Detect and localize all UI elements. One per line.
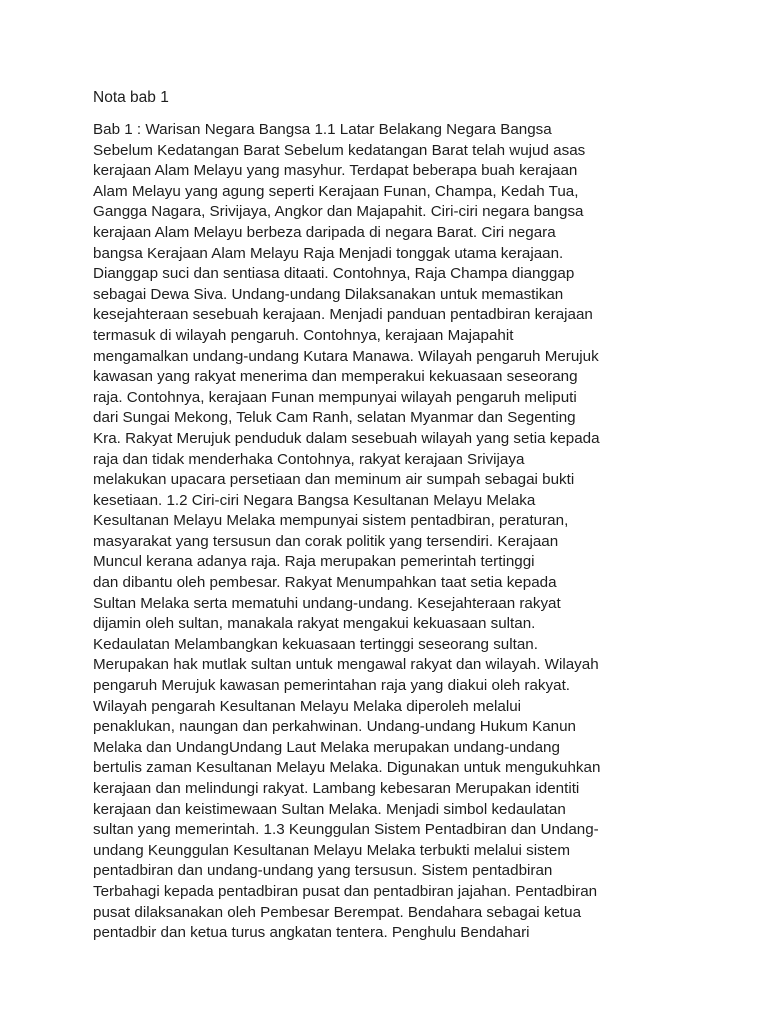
text-line: Sebelum Kedatangan Barat Sebelum kedatangan Barat telah wujud asas xyxy=(93,141,586,159)
text-line: penaklukan, naungan dan perkahwinan. Undang-undang Hukum Kanun xyxy=(93,718,576,736)
text-line: kerajaan Alam Melayu yang masyhur. Terdapat beberapa buah kerajaan xyxy=(93,162,578,180)
text-line: kerajaan dan keistimewaan Sultan Melaka. Menjadi simbol kedaulatan xyxy=(93,800,566,818)
text-line: raja. Contohnya, kerajaan Funan mempunyai wilayah pengaruh meliputi xyxy=(93,388,577,406)
text-line: sultan yang memerintah. 1.3 Keunggulan Sistem Pentadbiran dan Undang- xyxy=(93,821,599,839)
text-line: pusat dilaksanakan oleh Pembesar Berempat. Bendahara sebagai ketua xyxy=(93,903,582,921)
text-line: Muncul kerana adanya raja. Raja merupakan pemerintah tertinggi xyxy=(93,553,535,571)
text-line: dijamin oleh sultan, manakala rakyat mengakui kekuasaan sultan. xyxy=(93,615,536,633)
text-line: Sultan Melaka serta mematuhi undang-undang. Kesejahteraan rakyat xyxy=(93,594,561,612)
text-line: melakukan upacara persetiaan dan meminum air sumpah sebagai bukti xyxy=(93,471,575,489)
document-body-text xyxy=(93,120,693,944)
text-line: kesetiaan. 1.2 Ciri-ciri Negara Bangsa Kesultanan Melayu Melaka xyxy=(93,491,536,509)
text-line: Kesultanan Melayu Melaka mempunyai sistem pentadbiran, peraturan, xyxy=(93,512,569,530)
text-line: Dianggap suci dan sentiasa ditaati. Contohnya, Raja Champa dianggap xyxy=(93,265,575,283)
text-line: Kra. Rakyat Merujuk penduduk dalam sesebuah wilayah yang setia kepada xyxy=(93,429,600,447)
text-line: Merupakan hak mutlak sultan untuk mengawal rakyat dan wilayah. Wilayah xyxy=(93,656,599,674)
text-line: bangsa Kerajaan Alam Melayu Raja Menjadi tonggak utama kerajaan. xyxy=(93,244,564,262)
text-line: pentadbir dan ketua turus angkatan tentera. Penghulu Bendahari xyxy=(93,924,530,942)
text-line: dari Sungai Mekong, Teluk Cam Ranh, selatan Myanmar dan Segenting xyxy=(93,409,576,427)
text-line: bertulis zaman Kesultanan Melayu Melaka. Digunakan untuk mengukuhkan xyxy=(93,759,601,777)
text-line: kawasan yang rakyat menerima dan memperakui kekuasaan seseorang xyxy=(93,368,578,386)
text-line: masyarakat yang tersusun dan corak politik yang tersendiri. Kerajaan xyxy=(93,532,559,550)
text-line: undang Keunggulan Kesultanan Melayu Melaka terbukti melalui sistem xyxy=(93,841,571,859)
document-heading: Nota bab 1 xyxy=(93,89,169,106)
text-line: Wilayah pengarah Kesultanan Melayu Melaka diperoleh melalui xyxy=(93,697,522,715)
text-line: Gangga Nagara, Srivijaya, Angkor dan Majapahit. Ciri-ciri negara bangsa xyxy=(93,203,584,221)
text-line: dan dibantu oleh pembesar. Rakyat Menumpahkan taat setia kepada xyxy=(93,574,557,592)
text-line: raja dan tidak menderhaka Contohnya, rakyat kerajaan Srivijaya xyxy=(93,450,525,468)
text-line: pengaruh Merujuk kawasan pemerintahan raja yang diakui oleh rakyat. xyxy=(93,677,571,695)
text-line: termasuk di wilayah pengaruh. Contohnya, kerajaan Majapahit xyxy=(93,326,514,344)
text-line: Melaka dan UndangUndang Laut Melaka merupakan undang-undang xyxy=(93,738,560,756)
text-line: pentadbiran dan undang-undang yang tersusun. Sistem pentadbiran xyxy=(93,862,553,880)
text-line: mengamalkan undang-undang Kutara Manawa. Wilayah pengaruh Merujuk xyxy=(93,347,599,365)
text-line: kesejahteraan sesebuah kerajaan. Menjadi panduan pentadbiran kerajaan xyxy=(93,306,593,324)
text-line: kerajaan Alam Melayu berbeza daripada di negara Barat. Ciri negara xyxy=(93,223,556,241)
text-line: sebagai Dewa Siva. Undang-undang Dilaksanakan untuk memastikan xyxy=(93,285,564,303)
text-line: Alam Melayu yang agung seperti Kerajaan Funan, Champa, Kedah Tua, xyxy=(93,182,579,200)
text-line: Terbahagi kepada pentadbiran pusat dan pentadbiran jajahan. Pentadbiran xyxy=(93,882,598,900)
text-line: Bab 1 : Warisan Negara Bangsa 1.1 Latar Belakang Negara Bangsa xyxy=(93,121,552,138)
text-line: Kedaulatan Melambangkan kekuasaan tertinggi seseorang sultan. xyxy=(93,635,538,653)
text-line: kerajaan dan melindungi rakyat. Lambang kebesaran Merupakan identiti xyxy=(93,780,580,797)
